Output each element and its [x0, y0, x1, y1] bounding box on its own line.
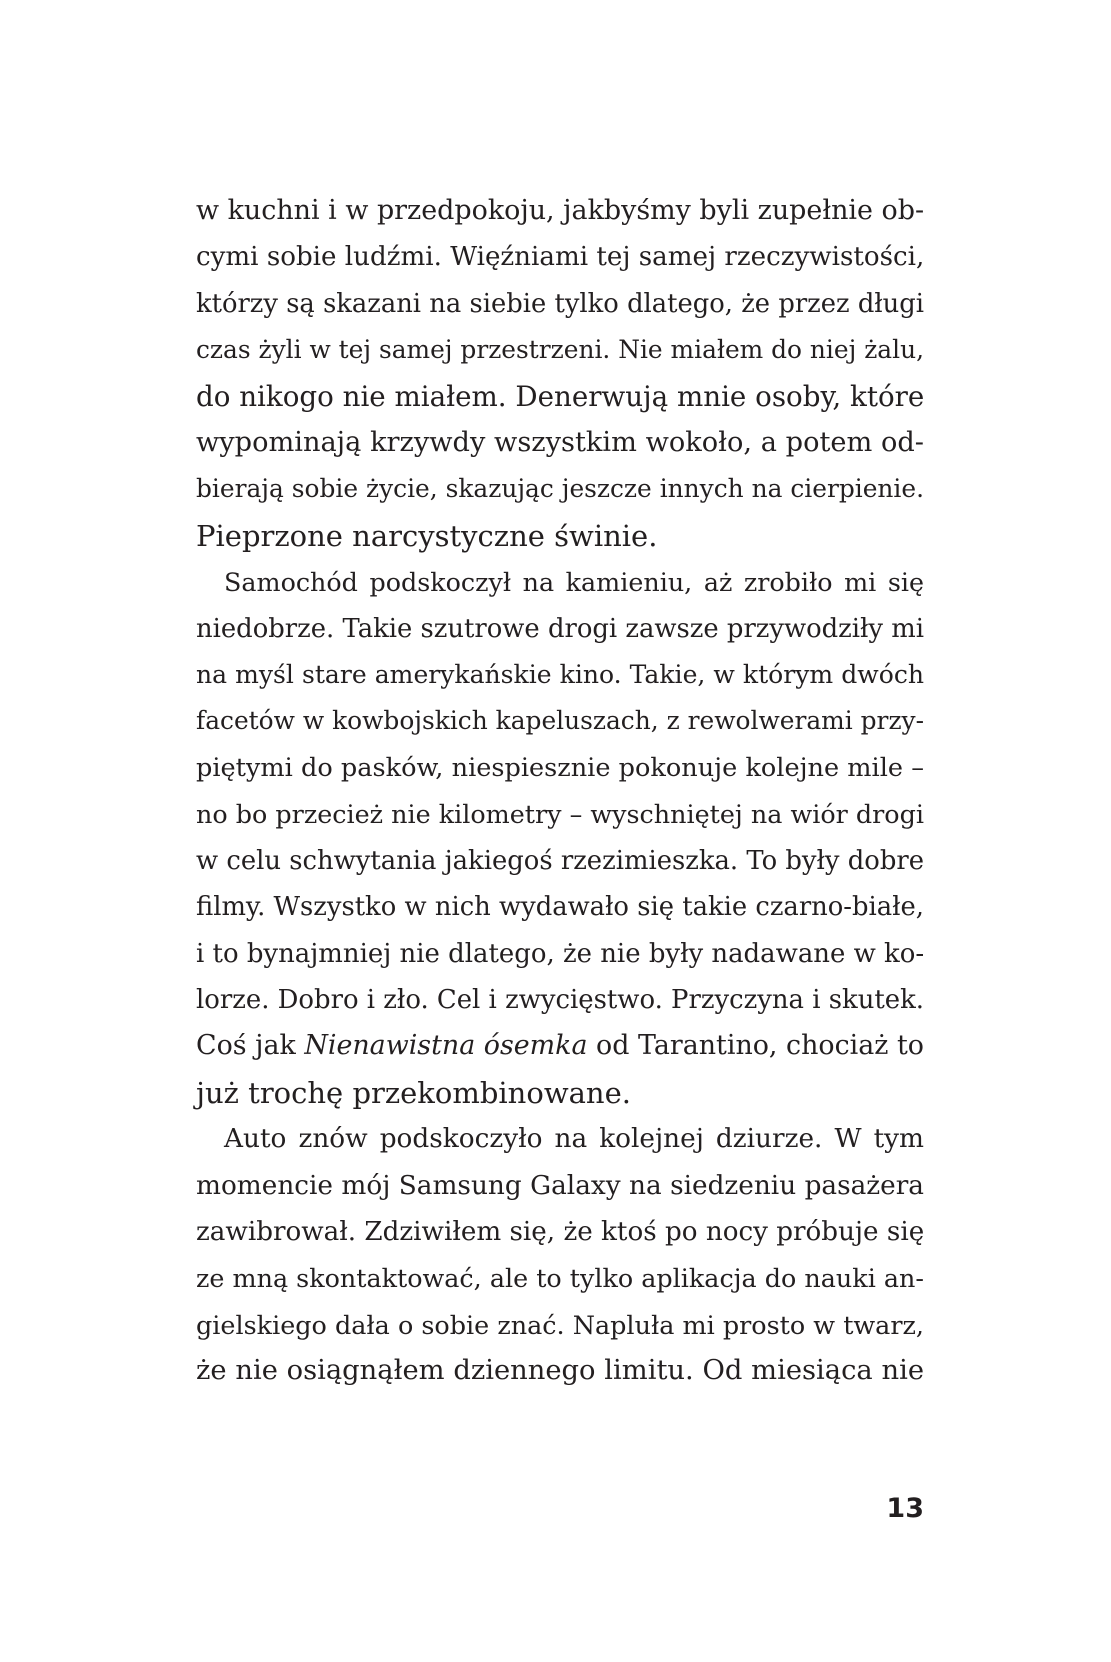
- text-line: facetów w kowbojskich kapeluszach, z rewolwerami przy-: [196, 706, 924, 736]
- text-line: momencie mój Samsung Galaxy na siedzeniu pasażera: [196, 1170, 924, 1201]
- text-line: Samochód podskoczył na kamieniu, aż zrobiło mi się: [224, 567, 924, 598]
- paragraph-1: [196, 188, 924, 559]
- text-line: bierają sobie życie, skazując jeszcze innych na cierpienie.: [196, 474, 924, 504]
- text-line: ze mną skontaktować, ale to tylko aplikacja do nauki an-: [196, 1263, 924, 1294]
- text-line: w kuchni i w przedpokoju, jakbyśmy byli zupełnie ob-: [196, 195, 925, 226]
- text-line: niedobrze. Takie szutrowe drogi zawsze przywodziły mi: [196, 613, 924, 644]
- text-line: już trochę przekombinowane.: [196, 1075, 631, 1110]
- text-line: piętymi do pasków, niespiesznie pokonuje kolejne mile –: [196, 752, 924, 783]
- text-line: Pieprzone narcystyczne świnie.: [196, 518, 658, 553]
- text-line: zawibrował. Zdziwiłem się, że ktoś po nocy próbuje się: [196, 1216, 925, 1247]
- text-line: cymi sobie ludźmi. Więźniami tej samej rzeczywistości,: [196, 242, 925, 273]
- text-line: na myśl stare amerykańskie kino. Takie, w którym dwóch: [196, 660, 924, 690]
- text-line: gielskiego dała o sobie znać. Napluła mi prosto w twarz,: [196, 1309, 924, 1340]
- text-segment: od Tarantino, chociaż to: [587, 1030, 924, 1062]
- text-line: którzy są skazani na siebie tylko dlatego, że przez długi: [196, 288, 924, 319]
- paragraph-3: [196, 1116, 924, 1394]
- text-line: do nikogo nie miałem. Denerwują mnie osoby, które: [196, 379, 925, 413]
- text-line-with-title: [196, 1023, 924, 1069]
- page-number: 13: [886, 1493, 924, 1524]
- text-line: wypominają krzywdy wszystkim wokoło, a potem od-: [196, 427, 924, 459]
- text-line: i to bynajmniej nie dlatego, że nie były nadawane w ko-: [196, 938, 925, 969]
- film-title: Nienawistna ósemka: [304, 1030, 588, 1062]
- text-line: Auto znów podskoczyło na kolejnej dziurze. W tym: [224, 1124, 924, 1155]
- text-line: że nie osiągnąłem dziennego limitu. Od miesiąca nie: [196, 1355, 924, 1387]
- text-segment: Coś jak: [196, 1030, 305, 1062]
- text-line: lorze. Dobro i zło. Cel i zwycięstwo. Przyczyna i skutek.: [196, 984, 925, 1015]
- text-line: czas żyli w tej samej przestrzeni. Nie miałem do niej żalu,: [196, 335, 924, 365]
- text-line: w celu schwytania jakiegoś rzezimieszka. To były dobre: [196, 845, 924, 876]
- text-line: no bo przecież nie kilometry – wyschniętej na wiór drogi: [196, 799, 924, 830]
- body-text: [196, 188, 924, 1395]
- text-line: filmy. Wszystko w nich wydawało się takie czarno-białe,: [196, 892, 924, 923]
- paragraph-2: [196, 559, 924, 1116]
